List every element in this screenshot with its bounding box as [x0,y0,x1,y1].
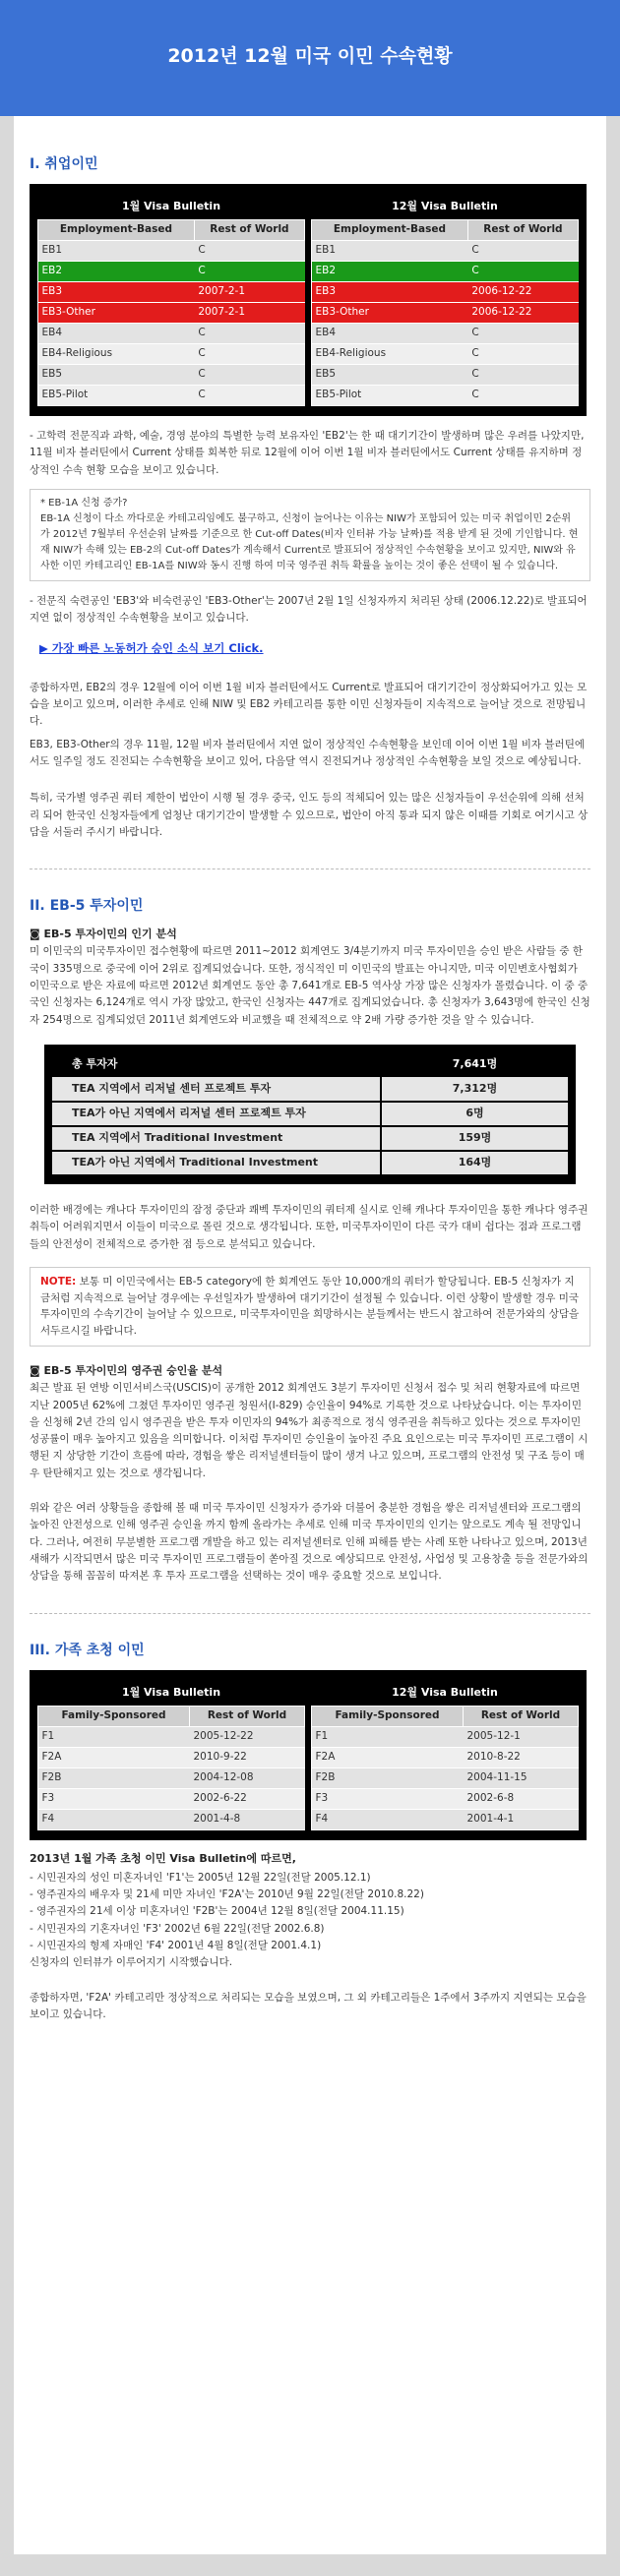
table-row [38,1809,305,1829]
date-cell: C [467,262,578,282]
column-header: Rest of World [194,220,304,241]
visa-table [37,1706,305,1830]
category-cell: F4 [312,1809,464,1829]
paragraph: 특히, 국가별 영주권 쿼터 제한이 법안이 시행 될 경우 중국, 인도 등의 적체되어 있는 많은 신청자들이 우선순위에 의해 선처리 되어 한국인 신청자들에게 엄청난 대기기간이 발생할 수 있으므로, 법안이 아직 통과 되지 않은 이때를 기회로 여기시고 상담을 서둘러 주시기 바랍니다. [30,792,589,838]
category-cell: F1 [38,1726,190,1747]
category-cell: F2B [38,1767,190,1788]
visa-table [311,1706,579,1830]
eb1a-note-box [30,489,590,581]
table-row [312,1767,579,1788]
date-cell: 2007-2-1 [194,282,304,303]
column-header: Rest of World [464,1706,579,1726]
table-row [312,324,579,344]
category-cell: EB5-Pilot [38,386,195,406]
visa-bulletin-december [311,194,579,406]
visa-bulletin-january [37,194,305,406]
note-label: NOTE: [40,1275,77,1288]
table-row [312,344,579,365]
table-row [312,303,579,324]
content-card [14,116,606,2554]
paragraph: 종합하자면, 'F2A' 카테고리만 정상적으로 처리되는 모습을 보였으며, 그 외 카테고리들은 1주에서 3주까지 지연되는 모습을 보이고 있습니다. [30,1991,587,2021]
table-cell: TEA가 아닌 지역에서 리저널 센터 프로젝트 투자 [52,1102,381,1126]
paragraph: 최근 발표 된 연방 이민서비스국(USCIS)이 공개한 2012 회계연도 3분기 투자이민 신청서 접수 및 처리 현황자료에 따르면 지난 2005년 62%에 그쳤던 투자이민 영주권 청원서(I-829) 승인율이 94%로 기록한 것으로 나타났습니다. 이는 투자이민을 신청해 2년 간의 임시 영주권을 받은 투자 이민자의 94%가 최종적으로 정식 영주권을 취득하고 있다는 것으로 투자이민 성공률이 매우 높아지고 있음을 의미합니다. 이처럼 투자이민 승인율이 높아진 주요 요인으로는 미국 투자이민 프로그램이 시행된 지 상당한 기간이 흐름에 따라, 경험을 쌓은 리저널센터들이 많이 생겨 나고 있으며, 프로그램의 안전성 및 구조 등이 매우 탄탄해지고 있는 것으로 생각됩니다. [30,1382,589,1479]
date-cell: C [194,262,304,282]
table-cell: 159명 [381,1126,568,1151]
investor-stats-table [44,1045,576,1184]
eb5-quota-note-box [30,1267,590,1347]
date-cell: 2001-4-1 [464,1809,579,1829]
date-cell: 2007-2-1 [194,303,304,324]
date-cell: 2002-6-8 [464,1788,579,1809]
note-text: 보통 미 이민국에서는 EB-5 category에 한 회계연도 동안 10,000개의 쿼터가 할당됩니다. EB-5 신청자가 지금처럼 지속적으로 늘어날 경우에는 우선일자가 발생하여 대기기간이 설정될 수 있습니다. 이런 상황이 발생할 경우 미국투자이민의 수속기간이 늘어날 수 있으므로, 미국투자이민을 희망하시는 분들께서는 반드시 참고하여 전문가와의 상담을 서두르시길 바랍니다. [40,1275,580,1338]
table-row [38,1767,305,1788]
table-row [52,1052,568,1077]
page-title: 2012년 12월 미국 이민 수속현황 [167,45,453,67]
table-row [312,1747,579,1767]
table-caption: 1월 Visa Bulletin [121,200,221,213]
date-cell: 2005-12-1 [464,1726,579,1747]
table-row [38,365,305,386]
table-row [312,282,579,303]
category-cell: EB5 [38,365,195,386]
list-item: 신청자의 인터뷰가 이루어지기 시작했습니다. [30,1956,233,1969]
category-cell: EB1 [38,241,195,262]
table-row [312,1788,579,1809]
date-cell: C [194,365,304,386]
visa-bulletin-december [311,1680,579,1830]
category-cell: EB4 [312,324,468,344]
date-cell: 2010-8-22 [464,1747,579,1767]
column-header: Family-Sponsored [38,1706,190,1726]
category-cell: F4 [38,1809,190,1829]
date-cell: C [467,386,578,406]
category-cell: F2A [38,1747,190,1767]
category-cell: EB3-Other [312,303,468,324]
section-title-employment: I. 취업이민 [30,156,98,172]
date-cell: C [194,241,304,262]
paragraph: 이러한 배경에는 캐나다 투자이민의 잠정 중단과 쾌벡 투자이민의 쿼터제 실시로 인해 캐나다 투자이민을 통한 캐나다 영주권 취득이 어려워지면서 이들이 미국으로 몰린 것으로 생각됩니다. 또한, 미국투자이민이 다른 국가 대비 쉽다는 점과 프로그램들의 안전성이 전체적으로 증가한 점 등으로 분석되고 있습니다. [30,1203,589,1250]
category-cell: EB2 [38,262,195,282]
table-cell: TEA가 아닌 지역에서 Traditional Investment [52,1151,381,1175]
category-cell: EB3-Other [38,303,195,324]
table-caption: 1월 Visa Bulletin [121,1685,221,1699]
category-cell: EB2 [312,262,468,282]
column-header: Family-Sponsored [312,1706,464,1726]
table-row [38,1788,305,1809]
list-item: - 시민권자의 형제 자매인 'F4' 2001년 4월 8일(전달 2001.4.1) [30,1940,322,1952]
date-cell: C [194,386,304,406]
paragraph: - 전문직 숙련공인 'EB3'와 비숙련공인 'EB3-Other'는 2007년 2월 1일 신청자까지 처리된 상태 (2006.12.22)로 발표되어 지연 없이 정상적인 수속현황을 보이고 있습니다. [30,595,588,625]
date-cell: 2004-11-15 [464,1767,579,1788]
list-item: - 시민권자의 성인 미혼자녀인 'F1'는 2005년 12월 22일(전달 2005.12.1) [30,1871,371,1884]
table-caption: 12월 Visa Bulletin [392,200,498,213]
column-header: Rest of World [467,220,578,241]
table-row [52,1151,568,1175]
table-row [38,303,305,324]
date-cell: 2005-12-22 [190,1726,305,1747]
labor-certification-link[interactable]: ▶ 가장 빠른 노동허가 승인 소식 보기 Click. [39,640,264,655]
date-cell: 2004-12-08 [190,1767,305,1788]
category-cell: EB5-Pilot [312,386,468,406]
family-visa-tables [30,1670,587,1840]
paragraph: 종합하자면, EB2의 경우 12월에 이어 이번 1월 비자 블러틴에서도 Current로 발표되어 대기기간이 정상화되어가고 있는 모습을 보이고 있으며, 이러한 추세로 인해 NIW 및 EB2 카테고리를 통한 이민 신청자들이 지속적으로 늘어날 것으로 전망됩니다. [30,681,588,728]
category-cell: F3 [312,1788,464,1809]
date-cell: C [467,324,578,344]
header-banner [0,0,620,116]
table-row [38,241,305,262]
date-cell: 2010-9-22 [190,1747,305,1767]
table-row [38,262,305,282]
column-header: Employment-Based [38,220,195,241]
table-row [52,1102,568,1126]
date-cell: 2001-4-8 [190,1809,305,1829]
employment-visa-tables [30,184,587,416]
table-row [38,344,305,365]
category-cell: EB4-Religious [38,344,195,365]
table-cell: 7,641명 [381,1052,568,1077]
date-cell: C [194,344,304,365]
section-title-eb5: II. EB-5 투자이민 [30,898,144,915]
subsection-title: 2013년 1월 가족 초청 이민 Visa Bulletin에 따르면, [30,1851,296,1865]
category-cell: EB1 [312,241,468,262]
table-row [38,1726,305,1747]
family-dates-list [30,1870,590,1972]
table-cell: 6명 [381,1102,568,1126]
table-row [38,386,305,406]
table-cell: 총 투자자 [52,1052,381,1077]
table-row [312,1809,579,1829]
table-cell: TEA 지역에서 Traditional Investment [52,1126,381,1151]
visa-table [311,219,579,406]
column-header: Rest of World [190,1706,305,1726]
table-cell: 7,312명 [381,1077,568,1102]
table-row [312,386,579,406]
table-row [312,1726,579,1747]
table-row [38,282,305,303]
category-cell: EB4-Religious [312,344,468,365]
section-divider [30,1613,590,1614]
visa-table [37,219,305,406]
paragraph: EB3, EB3-Other의 경우 11월, 12월 비자 블러틴에서 지연 없이 정상적인 수속현황을 보인데 이어 이번 1월 비자 블러틴에서도 일주일 정도 진전되는 수속현황을 보이고 있어, 다음달 역시 진전되거나 정상적인 수속현황을 보일 것으로 예상됩니다. [30,738,585,767]
date-cell: 2002-6-22 [190,1788,305,1809]
paragraph: - 고학력 전문직과 과학, 예술, 경영 분야의 특별한 능력 보유자인 'EB2'는 한 때 대기기간이 발생하며 많은 우려를 나았지만, 11월 비자 블러틴에서 Current 상태를 회복한 뒤로 12월에 이어 이번 1월 비자 블러틴에서도 Current 상태를 유지하며 정상적인 수속 현황 모습을 보이고 있습니다. [30,430,585,476]
date-cell: C [467,344,578,365]
category-cell: EB3 [38,282,195,303]
list-item: - 시민권자의 기혼자녀인 'F3' 2002년 6월 22일(전달 2002.6.8) [30,1922,325,1935]
date-cell: 2006-12-22 [467,282,578,303]
table-row [38,1747,305,1767]
category-cell: F2B [312,1767,464,1788]
date-cell: C [194,324,304,344]
category-cell: EB5 [312,365,468,386]
date-cell: C [467,365,578,386]
table-row [38,324,305,344]
subsection-title: ◙ EB-5 투자이민의 영주권 승인율 분석 [30,1364,223,1378]
section-title-family: III. 가족 초청 이민 [30,1642,145,1658]
table-row [52,1077,568,1102]
table-row [312,262,579,282]
date-cell: 2006-12-22 [467,303,578,324]
paragraph: 미 이민국의 미국투자이민 접수현황에 따르면 2011~2012 회계연도 3/4분기까지 미국 투자이민을 승인 받은 사람들 중 한국이 335명으로 중국에 이어 2위로 집계되었습니다. 또한, 정식적인 미 이민국의 발표는 아니지만, 미국 이민변호사협회가 이민국으로 받은 자료에 따르면 2012년 회계연도 동안 총 7,641개로 EB-5 역사상 가장 많은 신청자가 몰렸습니다. 이 중 중국인 신청자는 6,124개로 역시 가장 많았고, 한국인 신청자는 447개로 집계되었습니다. 총 신청자가 3,643명에 한국인 신청자 254명으로 집계되었던 2011년 회계연도와 비교했을 때 전체적으로 약 2배 가량 증가한 것을 알 수 있습니다. [30,945,590,1026]
category-cell: F3 [38,1788,190,1809]
visa-bulletin-january [37,1680,305,1830]
category-cell: EB3 [312,282,468,303]
category-cell: F2A [312,1747,464,1767]
list-item: - 영주권자의 배우자 및 21세 미만 자녀인 'F2A'는 2010년 9월 22일(전달 2010.8.22) [30,1888,424,1901]
table-caption: 12월 Visa Bulletin [392,1685,498,1699]
paragraph: 위와 같은 여러 상황들을 종합해 볼 때 미국 투자이민 신청자가 증가와 더불어 충분한 경험을 쌓은 리저널센터와 프로그램의 높아진 안전성으로 인해 영주권 승인율 까지 함께 올라가는 추세로 인해 미국 투자이민의 인기는 앞으로도 계속 될 전망입니다. 그러나, 여전히 무분별한 프로그램 개발을 하고 있는 리저널센터로 인해 피해를 받는 사례 또한 나타나고 있으며, 2013년 새해가 시작되면서 많은 미국 투자이민 프로그램들이 쏟아질 것으로 예상되므로 안전성, 사업성 및 고용창출 등을 전문가와의 상담을 통해 꼼꼼히 따져본 후 투자 프로그램을 선택하는 것이 매우 중요할 것으로 보입니다. [30,1502,589,1583]
category-cell: F1 [312,1726,464,1747]
subsection-title: ◙ EB-5 투자이민의 인기 분석 [30,928,177,941]
table-cell: TEA 지역에서 리저널 센터 프로젝트 투자 [52,1077,381,1102]
table-row [312,365,579,386]
note-text: * EB-1A 신청 증가? EB-1A 신청이 다소 까다로운 카테고리임에도 불구하고, 신청이 늘어나는 이유는 NIW가 포함되어 있는 미국 취업이민 2순위가 2012년 7월부터 우선순위 날짜를 기준으로 한 Cut-off Dates(비자 인터뷰 가능 날짜)를 적용 받게 된 것에 기인합니다. 현재 NIW가 속해 있는 EB-2의 Cut-off Dates가 계속해서 Current로 발표되어 정상적인 수속현황을 보이고 있지만, NIW와 유사한 이민 카테고리인 EB-1A를 NIW와 동시 진행 하여 미국 영주권 취득 확률을 높이는 것이 좋은 선택이 될 수 있습니다. [40,498,579,572]
date-cell: C [467,241,578,262]
column-header: Employment-Based [312,220,468,241]
table-row [312,241,579,262]
category-cell: EB4 [38,324,195,344]
table-cell: 164명 [381,1151,568,1175]
list-item: - 영주권자의 21세 이상 미혼자녀인 'F2B'는 2004년 12월 8일(전달 2004.11.15) [30,1905,404,1918]
table-row [52,1126,568,1151]
